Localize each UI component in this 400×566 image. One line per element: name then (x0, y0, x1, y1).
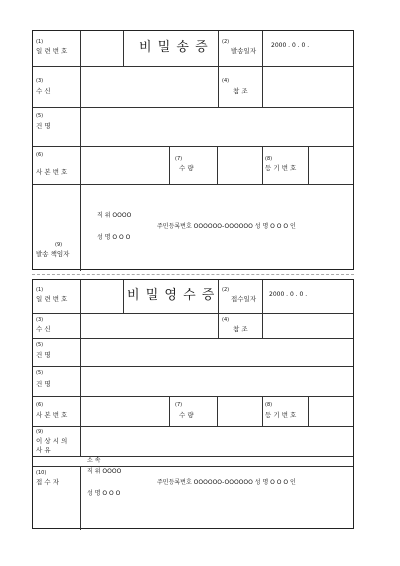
recipient-label: 수 신 (36, 325, 51, 333)
recipient-index: (3) (36, 78, 44, 84)
quantity-label: 수 량 (179, 411, 194, 419)
subject-label: 건 명 (36, 351, 51, 359)
quantity-field[interactable] (218, 147, 262, 184)
secret-dispatch-form (32, 30, 354, 270)
reference-index: (4) (222, 317, 230, 323)
col-divider (262, 396, 263, 426)
id-number-line[interactable]: 주민등록번호 OOOOOO-OOOOOO 성 명 O O O 인 (157, 223, 296, 230)
department-field[interactable] (123, 457, 353, 466)
receipt-date-value[interactable]: 2000 . 0 . 0 . (269, 291, 308, 298)
secret-receipt-form (32, 279, 354, 529)
position-line[interactable]: 직 위 OOOO (87, 468, 122, 475)
reason-label-line2: 사 유 (36, 446, 51, 454)
reference-label: 참 조 (233, 87, 248, 95)
position-line[interactable]: 직 위 OOOO (97, 212, 132, 219)
registration-number-field[interactable] (309, 397, 353, 426)
subject-index: (5) (36, 113, 44, 119)
receipt-date-label: 접수일자 (231, 295, 257, 303)
dispatch-date-label: 발송일자 (231, 47, 257, 55)
reference-index: (4) (222, 78, 230, 84)
registration-label: 등 기 번 호 (265, 411, 297, 419)
col-divider (123, 280, 124, 313)
subject2-field[interactable] (81, 367, 353, 396)
row-divider (33, 184, 353, 185)
cut-line (32, 274, 354, 275)
name-line[interactable]: 성 명 O O O (97, 234, 131, 241)
reason-index: (9) (36, 429, 44, 435)
col-divider (262, 146, 263, 184)
copy-number-field[interactable] (81, 397, 169, 426)
serial-number-field[interactable] (81, 31, 123, 66)
reason-field[interactable] (81, 427, 353, 456)
date-index: (2) (222, 287, 230, 293)
reference-field[interactable] (263, 314, 353, 338)
quantity-label: 수 량 (179, 164, 194, 172)
copy-number-field[interactable] (81, 147, 169, 184)
col-divider (169, 396, 170, 426)
recipient-label: 수 신 (36, 87, 51, 95)
col-divider (123, 31, 124, 66)
serial-number-index: (1) (36, 39, 44, 45)
subject-field[interactable] (81, 339, 353, 366)
copy-number-label: 사 본 번 호 (36, 411, 68, 419)
quantity-index: (7) (175, 156, 183, 162)
label-column-divider (80, 466, 81, 530)
reference-field[interactable] (263, 67, 353, 107)
responsible-label: 발송 책임자 (36, 250, 70, 258)
serial-number-label: 일 련 번 호 (36, 295, 68, 303)
recipient-field[interactable] (81, 67, 218, 107)
name-line[interactable]: 성 명 O O O (87, 490, 121, 497)
subject-label: 건 명 (36, 122, 51, 130)
registration-number-field[interactable] (309, 147, 353, 184)
form-title: 비 밀 영 수 증 (127, 288, 216, 303)
copy-number-label: 사 본 번 호 (36, 168, 68, 176)
copy-number-index: (6) (36, 402, 44, 408)
id-number-line[interactable]: 주민등록번호 OOOOOO-OOOOOO 성 명 O O O 인 (157, 479, 296, 486)
subject-index: (5) (36, 342, 44, 348)
recipient-field[interactable] (81, 314, 218, 338)
serial-number-label: 일 련 번 호 (36, 47, 68, 55)
reason-label-line1: 이 상 시 의 (36, 437, 68, 445)
col-divider (218, 31, 219, 107)
registration-label: 등 기 번 호 (265, 164, 297, 172)
receiver-label: 접 수 자 (36, 478, 59, 486)
subject-field[interactable] (81, 108, 353, 146)
col-divider (218, 280, 219, 338)
quantity-index: (7) (175, 402, 183, 408)
row-divider (33, 466, 353, 467)
quantity-field[interactable] (218, 397, 262, 426)
subject2-index: (5) (36, 370, 44, 376)
subject2-label: 건 명 (36, 380, 51, 388)
serial-number-field[interactable] (81, 280, 123, 313)
reference-label: 참 조 (233, 325, 248, 333)
form-title: 비 밀 송 증 (139, 40, 209, 55)
department-label: 소 속 (87, 457, 101, 464)
registration-index: (8) (265, 402, 273, 408)
recipient-index: (3) (36, 317, 44, 323)
copy-number-index: (6) (36, 152, 44, 158)
responsible-index: (9) (55, 242, 63, 248)
receiver-index: (10) (36, 470, 47, 476)
col-divider (169, 146, 170, 184)
serial-number-index: (1) (36, 287, 44, 293)
registration-index: (8) (265, 156, 273, 162)
date-index: (2) (222, 39, 230, 45)
dispatch-date-value[interactable]: 2000 . 0 . 0 . (271, 42, 310, 49)
